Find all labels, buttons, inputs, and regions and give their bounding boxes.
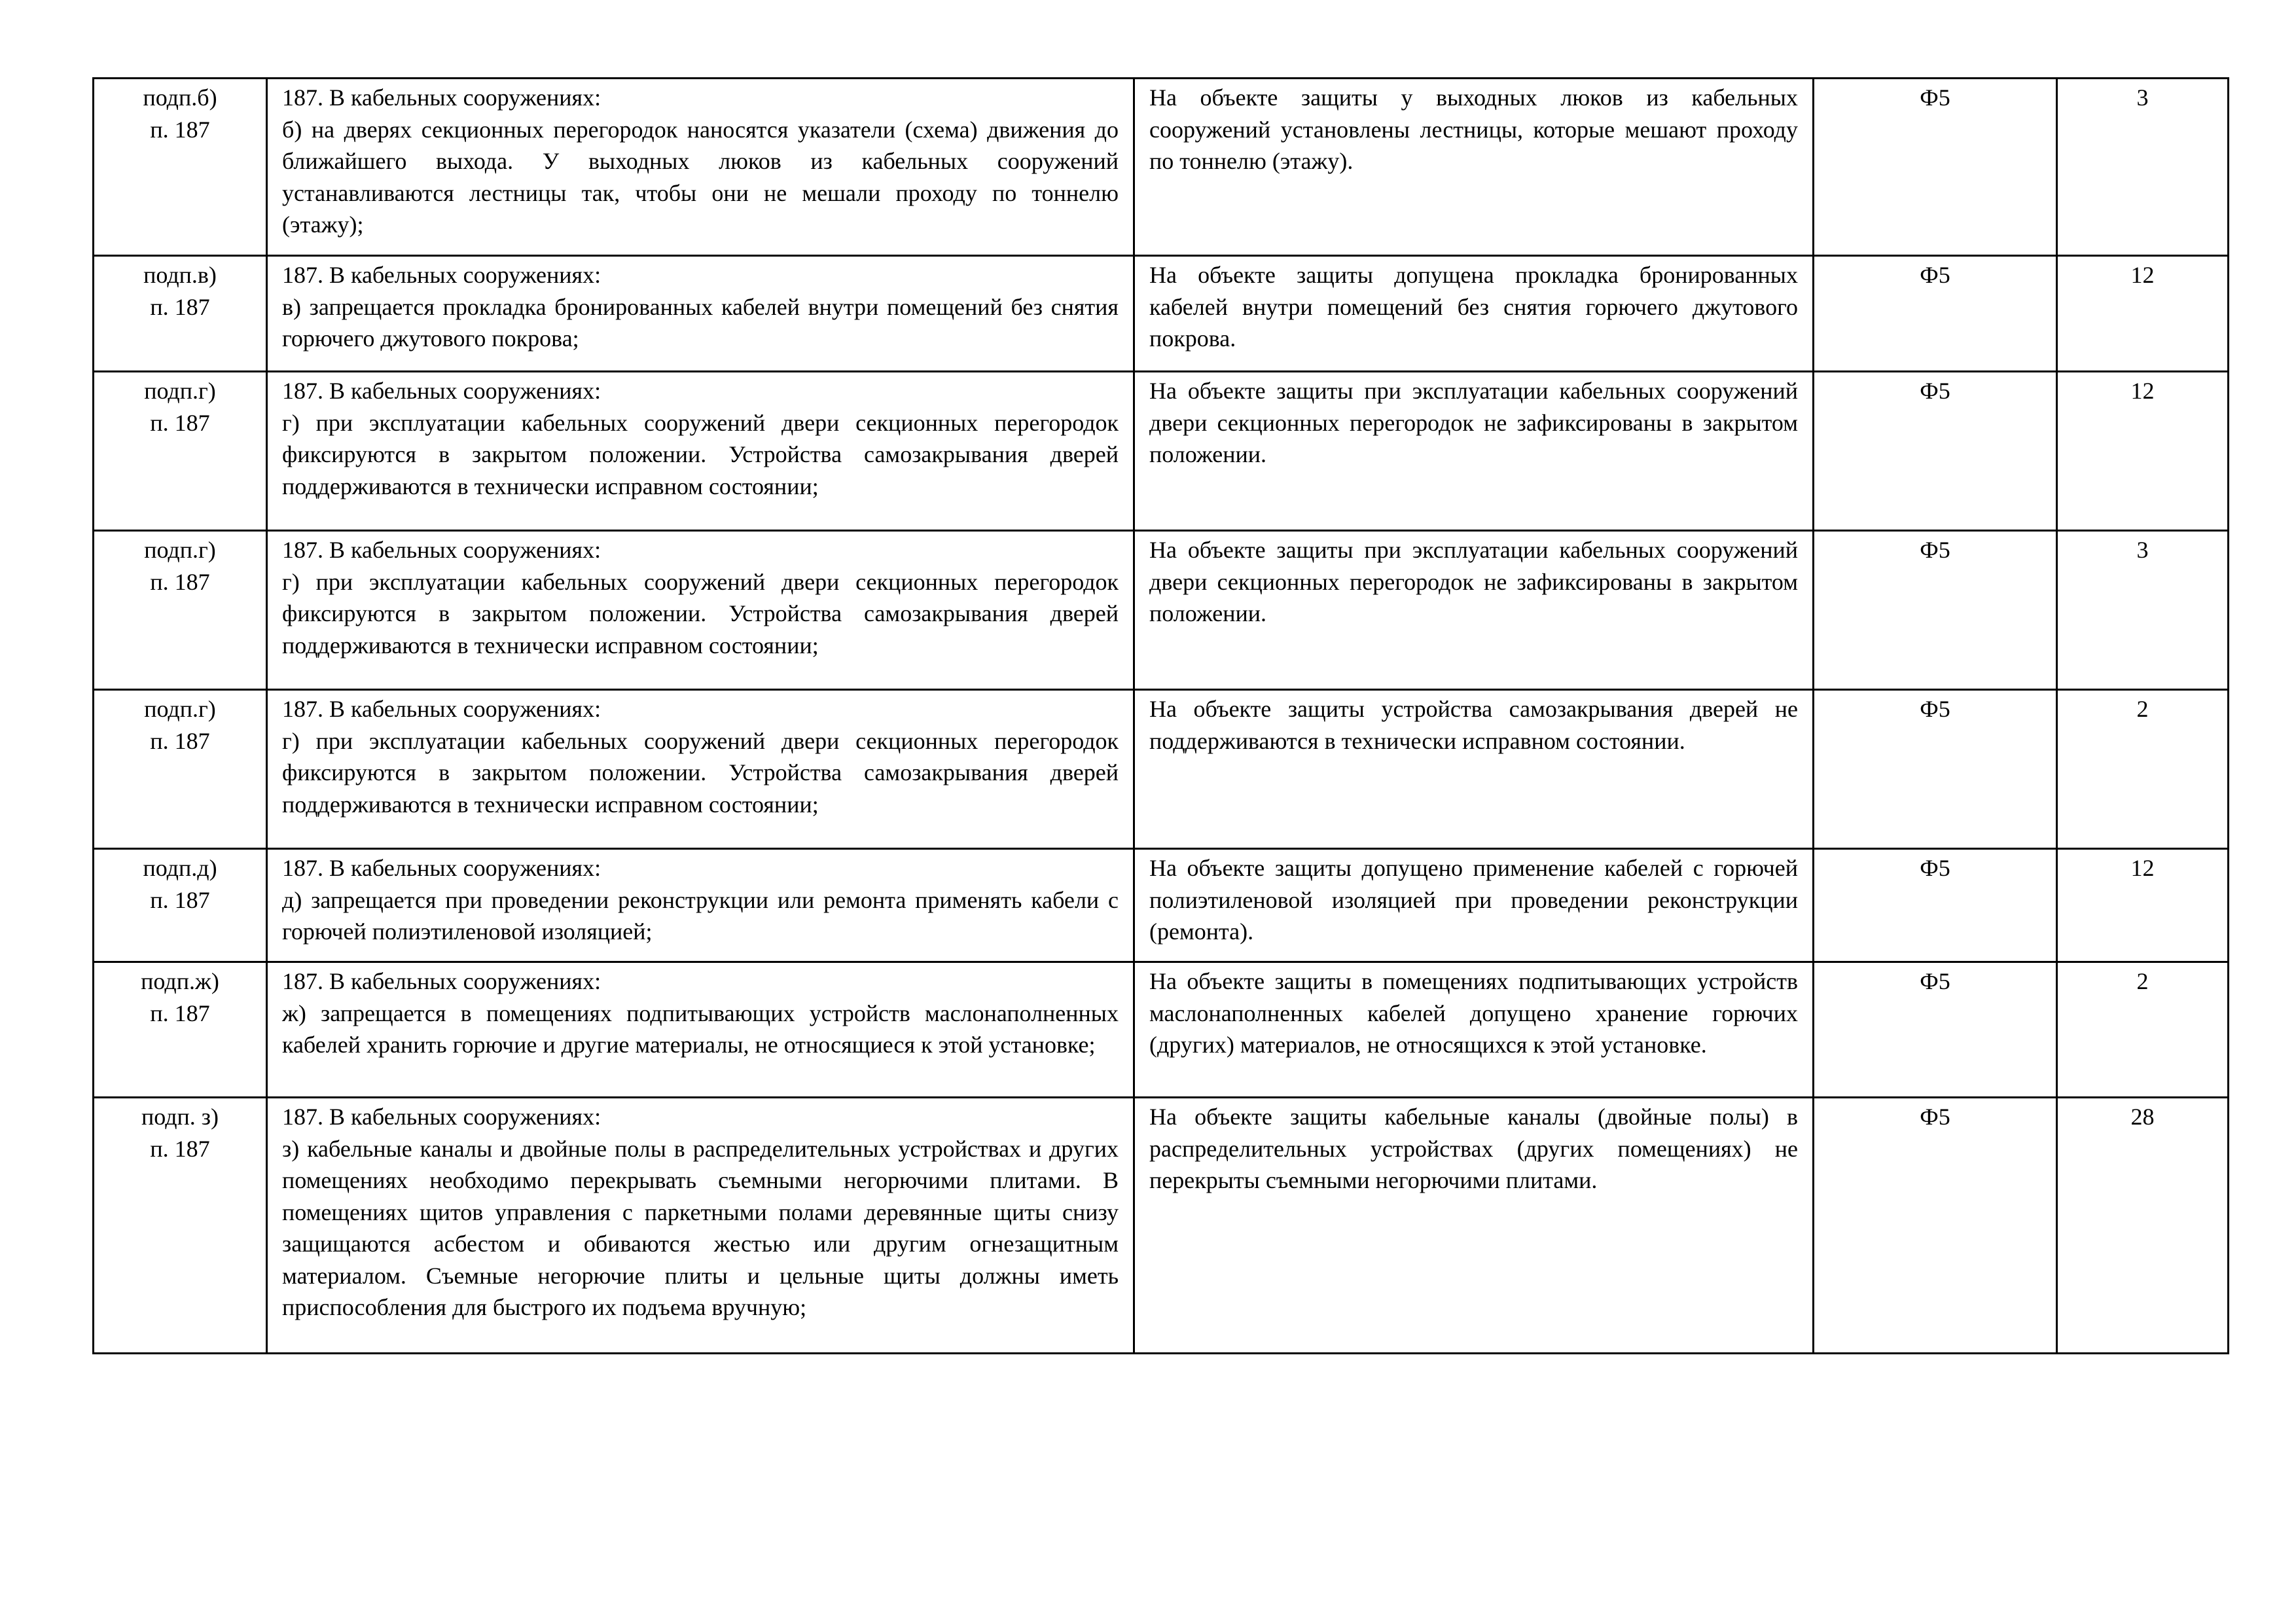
number-cell: 28 [2057, 1098, 2229, 1354]
clause-reference: подп.в) п. 187 [94, 256, 267, 372]
violation-text: На объекте защиты при эксплуатации кабельных сооружений двери секционных перегородок не зафиксированы в закрытом положении. [1134, 372, 1814, 531]
table-row [94, 79, 2229, 256]
violation-text: На объекте защиты устройства самозакрывания дверей не поддерживаются в технически исправном состоянии. [1134, 690, 1814, 849]
violation-text: На объекте защиты в помещениях подпитывающих устройств маслонаполненных кабелей допущено хранение горючих (других) материалов, не относящихся к этой установке. [1134, 962, 1814, 1098]
requirements-table [92, 77, 2229, 1354]
violation-text: На объекте защиты допущено применение кабелей с горючей полиэтиленовой изоляцией при проведении реконструкции (ремонта). [1134, 849, 1814, 962]
requirement-text: 187. В кабельных сооружениях: ж) запрещается в помещениях подпитывающих устройств маслонаполненных кабелей хранить горючие и другие материалы, не относящиеся к этой установке; [267, 962, 1134, 1098]
table-row [94, 962, 2229, 1098]
code-cell: Ф5 [1814, 849, 2057, 962]
clause-reference: подп.ж) п. 187 [94, 962, 267, 1098]
violation-text: На объекте защиты кабельные каналы (двойные полы) в распределительных устройствах (других помещениях) не перекрыты съемными негорючими плитами. [1134, 1098, 1814, 1354]
number-cell: 2 [2057, 962, 2229, 1098]
clause-reference: подп.г) п. 187 [94, 690, 267, 849]
violation-text: На объекте защиты допущена прокладка бронированных кабелей внутри помещений без снятия горючего джутового покрова. [1134, 256, 1814, 372]
clause-reference: подп.б) п. 187 [94, 79, 267, 256]
requirement-text: 187. В кабельных сооружениях: б) на дверях секционных перегородок наносятся указатели (схема) движения до ближайшего выхода. У выходных люков из кабельных сооружений устанавливаются лестницы так, чтобы они не мешали проходу по тоннелю (этажу); [267, 79, 1134, 256]
number-cell: 3 [2057, 79, 2229, 256]
number-cell: 12 [2057, 372, 2229, 531]
code-cell: Ф5 [1814, 79, 2057, 256]
code-cell: Ф5 [1814, 690, 2057, 849]
requirement-text: 187. В кабельных сооружениях: з) кабельные каналы и двойные полы в распределительных устройствах и других помещениях необходимо перекрывать съемными негорючими плитами. В помещениях щитов управления с паркетными полами деревянные щиты снизу защищаются асбестом и обиваются жестью или другим огнезащитным материалом. Съемные негорючие плиты и цельные щиты должны иметь приспособления для быстрого их подъема вручную; [267, 1098, 1134, 1354]
clause-reference: подп.г) п. 187 [94, 531, 267, 690]
clause-reference: подп.д) п. 187 [94, 849, 267, 962]
clause-reference: подп. з) п. 187 [94, 1098, 267, 1354]
number-cell: 2 [2057, 690, 2229, 849]
violation-text: На объекте защиты у выходных люков из кабельных сооружений установлены лестницы, которые мешают проходу по тоннелю (этажу). [1134, 79, 1814, 256]
clause-reference: подп.г) п. 187 [94, 372, 267, 531]
table-row [94, 256, 2229, 372]
requirement-text: 187. В кабельных сооружениях: в) запрещается прокладка бронированных кабелей внутри помещений без снятия горючего джутового покрова; [267, 256, 1134, 372]
code-cell: Ф5 [1814, 372, 2057, 531]
table-row [94, 849, 2229, 962]
table-row [94, 690, 2229, 849]
table-row [94, 372, 2229, 531]
code-cell: Ф5 [1814, 256, 2057, 372]
requirement-text: 187. В кабельных сооружениях: г) при эксплуатации кабельных сооружений двери секционных перегородок фиксируются в закрытом положении. Устройства самозакрывания дверей поддерживаются в технически исправном состоянии; [267, 372, 1134, 531]
number-cell: 3 [2057, 531, 2229, 690]
number-cell: 12 [2057, 849, 2229, 962]
requirement-text: 187. В кабельных сооружениях: г) при эксплуатации кабельных сооружений двери секционных перегородок фиксируются в закрытом положении. Устройства самозакрывания дверей поддерживаются в технически исправном состоянии; [267, 531, 1134, 690]
violation-text: На объекте защиты при эксплуатации кабельных сооружений двери секционных перегородок не зафиксированы в закрытом положении. [1134, 531, 1814, 690]
table-row [94, 531, 2229, 690]
code-cell: Ф5 [1814, 962, 2057, 1098]
requirement-text: 187. В кабельных сооружениях: д) запрещается при проведении реконструкции или ремонта применять кабели с горючей полиэтиленовой изоляцией; [267, 849, 1134, 962]
code-cell: Ф5 [1814, 531, 2057, 690]
code-cell: Ф5 [1814, 1098, 2057, 1354]
requirement-text: 187. В кабельных сооружениях: г) при эксплуатации кабельных сооружений двери секционных перегородок фиксируются в закрытом положении. Устройства самозакрывания дверей поддерживаются в технически исправном состоянии; [267, 690, 1134, 849]
number-cell: 12 [2057, 256, 2229, 372]
table-row [94, 1098, 2229, 1354]
